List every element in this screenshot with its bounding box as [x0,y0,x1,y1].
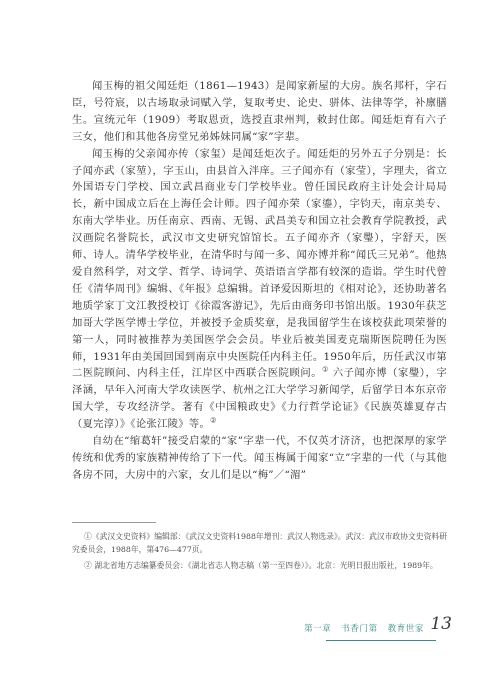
paragraph-text: 自幼在“缩葛轩”接受启蒙的“家”字辈一代，不仅英才济济，也把深厚的家学传统和优秀的家族精神传给了下一代。闻玉梅属于闻家“立”字辈的一代（与其他各房不同，大房中的六家，女儿们是以“梅”／“湄” [72,435,447,481]
page-number: 13 [430,614,452,634]
paragraph-text: 闻玉梅的父亲闻亦传（家玺）是闻廷炬次子。闻廷炬的另外五子分别是：长子闻亦武（家堃），字玉山，由县首入泮庠。三子闻亦有（家莹），字理夫，省立外国语专门学校、国立武昌商业专门学校毕业。曾任国民政府主计处会计局局长，新中国成立后在上海任会计师。四子闻亦荣（家鎏），字钧天，南京美专、东南大学毕业。历任南京、西南、无锡、武昌美专和国立社会教育学院教授，武汉画院名誉院长，武汉市文史研究馆馆长。五子闻亦齐（家璺），字舒天，医师、诗人。清华学校毕业，在清华时与闻一多、闻亦博并称“闻氏三兄弟”。他热爱自然科学，对文学、哲学、诗词学、英语语言学都有较深的造诣。学生时代曾任《清华周刊》编辑、《年报》总编辑。首译爱因斯坦的《相对论》，还协助著名地质学家丁文江教授校订《徐霞客游记》，先后由商务印书馆出版。1930年获芝加哥大学医学博士学位，并被授予金质奖章，是我国留学生在该校获此项荣誉的第一人，同时被推荐为美国医学会会员。毕业后被美国麦克瑞斯医院聘任为医师，1931年由美国回国到南京中央医院任内科主任。1950年后，历任武汉市第二医院顾问、内科主任，江岸区中西联合医院顾问。 [72,147,447,380]
paragraph-father-brothers [72,146,447,433]
main-text [72,78,447,484]
paragraph-text: 闻玉梅的祖父闻廷炬（1861—1943）是闻家新屋的大房。族名邦杆，字石臣，号符宸，以古场取录词赋入学，复取考史、论史、骈体、法律等学，补廪膳生。宣统元年（1909）考取恩贡，选授直隶州判，敕封仕郎。闻廷炬育有六子三女，他们和其他各房堂兄弟姊妹同属“家”字辈。 [72,80,447,143]
chapter-label: 第一章 书香门第 教育世家 [304,624,424,634]
footnote-2: ② 湖北省地方志编纂委员会：《湖北省志人物志稿（第一至四卷）》。北京：光明日报出版社，1989年。 [84,561,438,570]
paragraph-text: 六子闻亦博（家璺），字泽涵，早年入河南大学攻读医学、杭州之江大学学习新闻学，后留学日本东京帝国大学，专攻经济学。著有《中国粮政史》《力行哲学论证》《民族英雄夏存古（夏完淳）》《论张江陵》等。 [72,367,447,431]
paragraph-grandfather [72,78,447,146]
footnote-ref-2[interactable]: ② [210,416,217,425]
footnotes [72,530,447,575]
page-footer [0,610,496,650]
paragraph-generation [72,433,447,484]
footnote-divider [72,522,156,523]
footer-rule [326,640,436,641]
footnote-ref-1[interactable]: ① [322,365,329,374]
footnote-1: ①《武汉文史资料》编辑部：《武汉文史资料1988年增刊：武汉人物选录》。武汉：武汉市政协文史资料研究委员会，1988年，第476—477页。 [72,532,447,554]
